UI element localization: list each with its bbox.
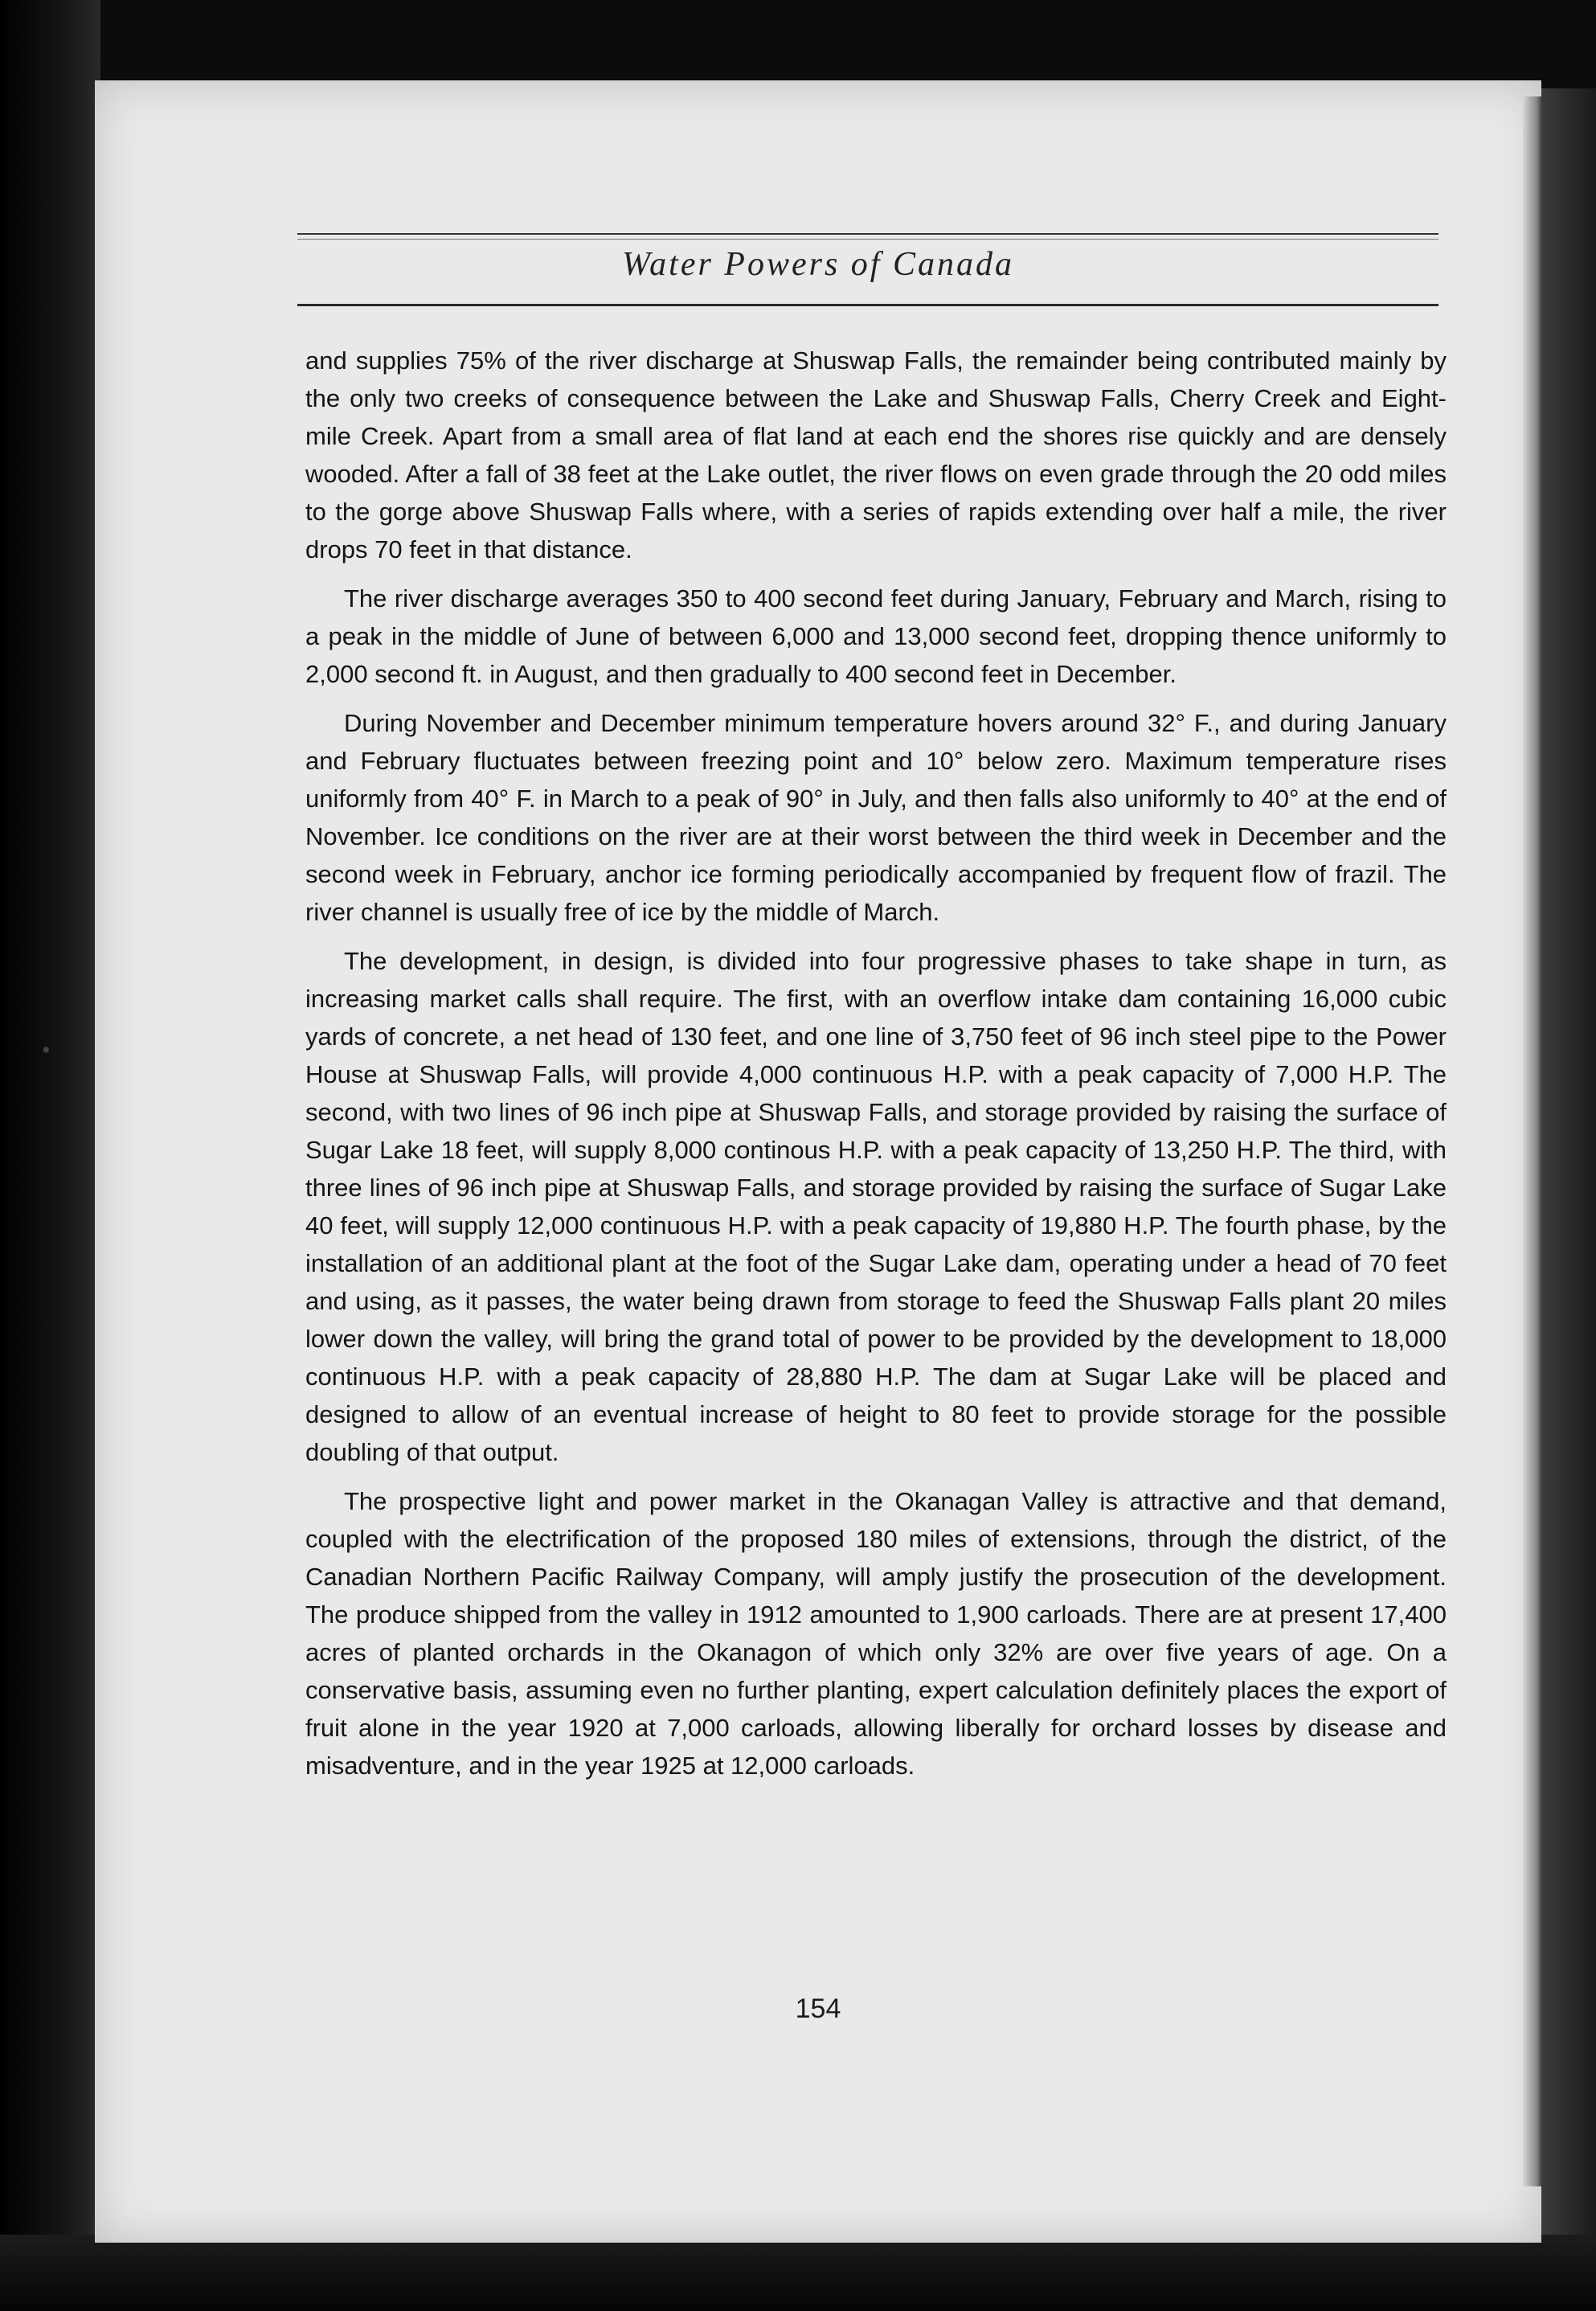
paragraph: The prospective light and power market in the Okanagan Valley is attractive and that demand, coupled with the electrification of the proposed 180 miles of extensions, through the district, of the Canadian Northern Pacific Railway Company, will amply justify the prosecution of the development. The produce shipped from the valley in 1912 amounted to 1,900 carloads. There are at present 17,400 acres of planted orchards in the Okanagon of which only 32% are over five years of age. On a conservative basis, assuming even no further planting, expert calculation definitely places the export of fruit alone in the year 1920 at 7,000 carloads, allowing liberally for orchard losses by disease and misadventure, and in the year 1925 at 12,000 carloads.	[305, 1487, 1447, 1780]
paragraph: The development, in design, is divided into four progressive phases to take shape in turn, as increasing market calls shall require. The first, with an overflow intake dam containing 16,000 cubic yards of concrete, a net head of 130 feet, and one line of 3,750 feet of 96 inch steel pipe to the Power House at Shuswap Falls, will provide 4,000 continuous H.P. with a peak capacity of 7,000 H.P. The second, with two lines of 96 inch pipe at Shuswap Falls, and storage provided by raising the surface of Sugar Lake 18 feet, will supply 8,000 continous H.P. with a peak capacity of 13,250 H.P. The third, with three lines of 96 inch pipe at Shuswap Falls, and storage provided by raising the surface of Sugar Lake 40 feet, will supply 12,000 continuous H.P. with a peak capacity of 19,880 H.P. The fourth phase, by the installation of an additional plant at the foot of the Sugar Lake dam, operating under a head of 70 feet and using, as it passes, the water being drawn from storage to feed the Shuswap Falls plant 20 miles lower down the valley, will bring the grand total of power to be provided by the development to 18,000 continuous H.P. with a peak capacity of 28,880 H.P. The dam at Sugar Lake will be placed and designed to allow of an eventual increase of height to 80 feet to provide storage for the possible doubling of that output.	[305, 947, 1447, 1466]
margin-mark: •	[42, 1037, 51, 1063]
paragraph: The river discharge averages 350 to 400 second feet during January, February and March, rising to a peak in the middle of June of between 6,000 and 13,000 second feet, dropping thence uniformly to 2,000 second ft. in August, and then gradually to 400 second feet in December.	[305, 584, 1447, 688]
paragraph: and supplies 75% of the river discharge at Shuswap Falls, the remainder being contributed mainly by the only two creeks of consequence between the Lake and Shuswap Falls, Cherry Creek and Eight-mile Creek. Apart from a small area of flat land at each end the shores rise quickly and are densely wooded. After a fall of 38 feet at the Lake outlet, the river flows on even grade through the 20 odd miles to the gorge above Shuswap Falls where, with a series of rapids extending over half a mile, the river drops 70 feet in that distance.	[305, 346, 1447, 563]
running-title: Water Powers of Canada	[622, 246, 1014, 283]
page-number: 154	[795, 1993, 841, 2024]
body-text	[305, 342, 1447, 1796]
header-bottom-rule	[297, 304, 1438, 306]
header-top-rule-thin	[297, 239, 1438, 240]
scan-right-edge	[1541, 88, 1596, 2259]
scan-left-edge	[0, 0, 100, 2311]
page-curl-shadow	[1523, 96, 1542, 2186]
header-top-rule	[297, 233, 1438, 235]
scan-bottom-edge	[0, 2235, 1596, 2311]
paragraph: During November and December minimum temperature hovers around 32° F., and during January and February fluctuates between freezing point and 10° below zero. Maximum temperature rises uniformly from 40° F. in March to a peak of 90° in July, and then falls also uniformly to 40° at the end of November. Ice conditions on the river are at their worst between the third week in December and the second week in February, anchor ice forming periodically accompanied by frequent flow of frazil. The river channel is usually free of ice by the middle of March.	[305, 709, 1447, 926]
